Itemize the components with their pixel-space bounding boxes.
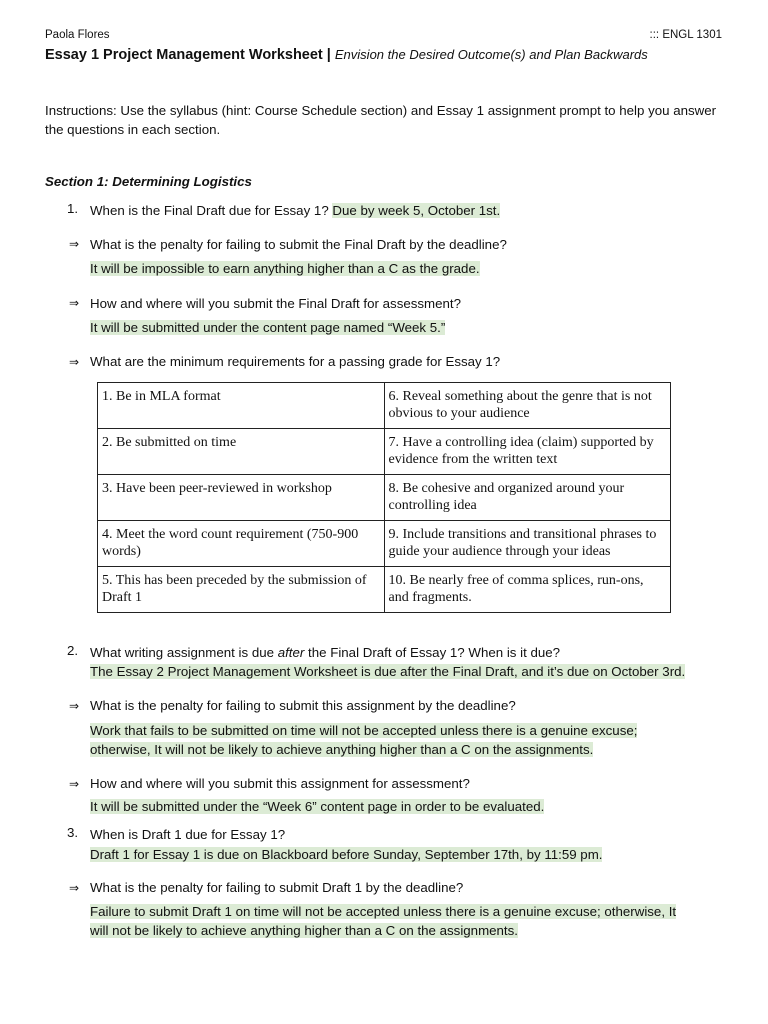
question-text: When is the Final Draft due for Essay 1? xyxy=(90,203,329,218)
requirement-cell: 1. Be in MLA format xyxy=(98,383,385,429)
question-2 xyxy=(90,643,560,662)
page-title xyxy=(45,47,648,63)
arrow-icon: ⇒ xyxy=(69,699,80,713)
question-3: When is Draft 1 due for Essay 1? xyxy=(90,827,286,842)
instructions: Instructions: Use the syllabus (hint: Course Schedule section) and Essay 1 assignment prompt to help you answer the questions in each section. xyxy=(45,103,717,137)
answer-2: The Essay 2 Project Management Worksheet is due after the Final Draft, and it’s due on October 3rd. xyxy=(90,664,686,679)
question-1c: What are the minimum requirements for a passing grade for Essay 1? xyxy=(90,354,501,369)
arrow-icon: ⇒ xyxy=(69,237,80,251)
requirement-cell: 5. This has been preceded by the submission of Draft 1 xyxy=(98,567,385,613)
requirement-cell: 9. Include transitions and transitional phrases to guide your audience through your ideas xyxy=(384,521,671,567)
question-number: 1. xyxy=(67,201,79,216)
question-number: 3. xyxy=(67,825,79,840)
question-2a: What is the penalty for failing to submit this assignment by the deadline? xyxy=(90,698,516,713)
answer-3a-line1: Failure to submit Draft 1 on time will not be accepted unless there is a genuine excuse; otherwise, It xyxy=(90,904,677,919)
answer-2a-line2: otherwise, It will not be likely to achieve anything higher than a C on the assignments. xyxy=(90,742,594,757)
answer-1a: It will be impossible to earn anything higher than a C as the grade. xyxy=(90,261,480,276)
table-row xyxy=(98,567,671,613)
arrow-icon: ⇒ xyxy=(69,777,80,791)
answer-3a-line2: will not be likely to achieve anything higher than a C on the assignments. xyxy=(90,923,518,938)
question-1 xyxy=(90,201,500,220)
arrow-icon: ⇒ xyxy=(69,355,80,369)
requirement-cell: 8. Be cohesive and organized around your controlling idea xyxy=(384,475,671,521)
question-text-end: the Final Draft of Essay 1? When is it due? xyxy=(304,645,561,660)
question-1a: What is the penalty for failing to submit the Final Draft by the deadline? xyxy=(90,237,507,252)
requirement-cell: 7. Have a controlling idea (claim) supported by evidence from the written text xyxy=(384,429,671,475)
question-number: 2. xyxy=(67,643,79,658)
title-main: Essay 1 Project Management Worksheet | xyxy=(45,47,331,63)
table-row xyxy=(98,521,671,567)
arrow-icon: ⇒ xyxy=(69,881,80,895)
requirement-cell: 10. Be nearly free of comma splices, run-ons, and fragments. xyxy=(384,567,671,613)
title-subtitle: Envision the Desired Outcome(s) and Plan Backwards xyxy=(334,47,648,62)
table-row xyxy=(98,429,671,475)
requirement-cell: 2. Be submitted on time xyxy=(98,429,385,475)
requirement-cell: 4. Meet the word count requirement (750-900 words) xyxy=(98,521,385,567)
answer-2a-line1: Work that fails to be submitted on time will not be accepted unless there is a genuine excuse; xyxy=(90,723,638,738)
student-name: Paola Flores xyxy=(45,29,110,41)
section-heading: Section 1: Determining Logistics xyxy=(45,174,252,189)
table-row xyxy=(98,475,671,521)
answer-1b: It will be submitted under the content page named “Week 5.” xyxy=(90,320,446,335)
requirement-cell: 3. Have been peer-reviewed in workshop xyxy=(98,475,385,521)
answer-3: Draft 1 for Essay 1 is due on Blackboard before Sunday, September 17th, by 11:59 pm. xyxy=(90,847,603,862)
arrow-icon: ⇒ xyxy=(69,296,80,310)
question-emphasis: after xyxy=(277,645,305,660)
question-text: What writing assignment is due xyxy=(90,645,278,660)
answer-2b: It will be submitted under the “Week 6” content page in order to be evaluated. xyxy=(90,799,545,814)
answer-text: Due by week 5, October 1st. xyxy=(332,203,501,218)
question-2b: How and where will you submit this assignment for assessment? xyxy=(90,776,470,791)
question-3a: What is the penalty for failing to submit Draft 1 by the deadline? xyxy=(90,880,464,895)
course-code: ::: ENGL 1301 xyxy=(649,29,722,41)
requirement-cell: 6. Reveal something about the genre that is not obvious to your audience xyxy=(384,383,671,429)
table-row xyxy=(98,383,671,429)
requirements-table xyxy=(97,382,671,613)
question-1b: How and where will you submit the Final Draft for assessment? xyxy=(90,296,461,311)
